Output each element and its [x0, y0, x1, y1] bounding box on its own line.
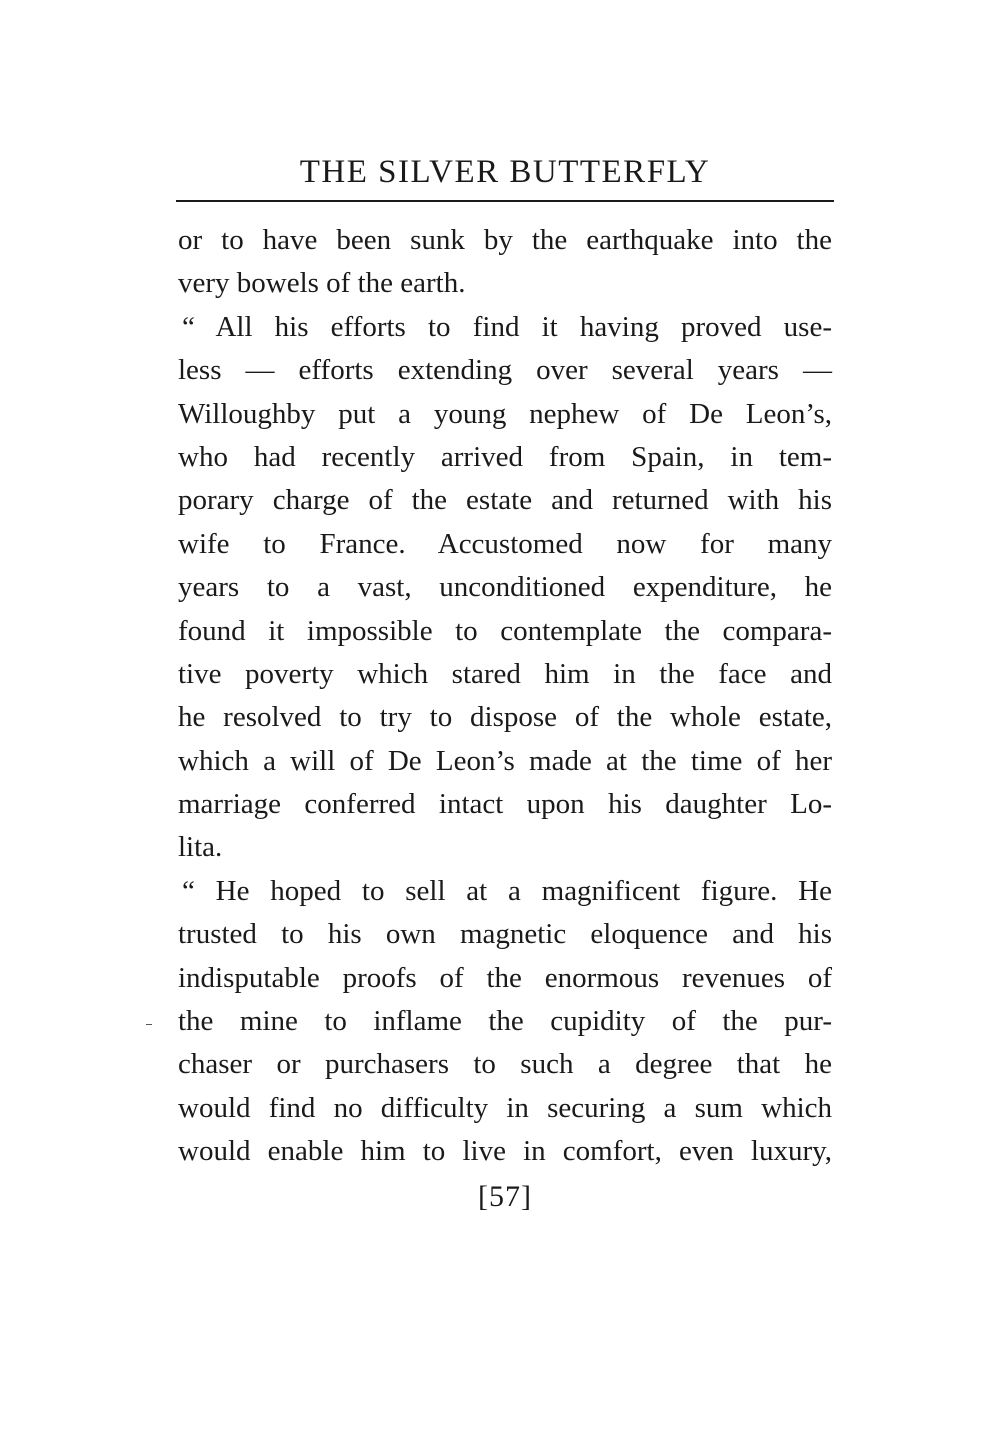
text-line: lita.: [178, 831, 223, 864]
text-line: less — efforts extending over several years —: [178, 354, 832, 387]
text-line: wife to France. Accustomed now for many: [178, 527, 832, 560]
text-line: years to a vast, unconditioned expenditure, he: [178, 571, 832, 604]
text-line: Willoughby put a young nephew of De Leon’s,: [178, 397, 832, 430]
text-line: “ All his efforts to find it having proved use-: [182, 310, 832, 343]
text-line: tive poverty which stared him in the face and: [178, 657, 832, 690]
text-line: trusted to his own magnetic eloquence and his: [178, 918, 832, 951]
paragraph: [178, 306, 832, 870]
running-head: THE SILVER BUTTERFLY: [299, 154, 711, 190]
header-rule: [176, 200, 834, 202]
text-line: which a will of De Leon’s made at the time of her: [178, 744, 832, 777]
text-line: “ He hoped to sell at a magnificent figure. He: [182, 874, 832, 907]
text-line: or to have been sunk by the earthquake into the: [178, 224, 832, 256]
text-line: who had recently arrived from Spain, in tem-: [178, 440, 832, 473]
text-line: would enable him to live in comfort, even luxury,: [178, 1135, 832, 1168]
margin-mark: [146, 1024, 152, 1025]
text-line: marriage conferred intact upon his daughter Lo-: [178, 788, 832, 821]
text-line: indisputable proofs of the enormous revenues of: [178, 961, 832, 994]
text-line: very bowels of the earth.: [178, 267, 466, 300]
text-line: the mine to inflame the cupidity of the pur-: [178, 1005, 832, 1038]
paragraph: [178, 870, 832, 1174]
text-line: found it impossible to contemplate the compara-: [178, 614, 832, 647]
text-line: he resolved to try to dispose of the whole estate,: [178, 701, 832, 734]
body-text: [178, 219, 832, 1174]
text-line: chaser or purchasers to such a degree that he: [178, 1048, 832, 1081]
paragraph: [178, 219, 832, 306]
text-line: would find no difficulty in securing a sum which: [178, 1091, 832, 1124]
page-number: [57]: [478, 1180, 532, 1213]
text-line: porary charge of the estate and returned with his: [178, 484, 832, 517]
